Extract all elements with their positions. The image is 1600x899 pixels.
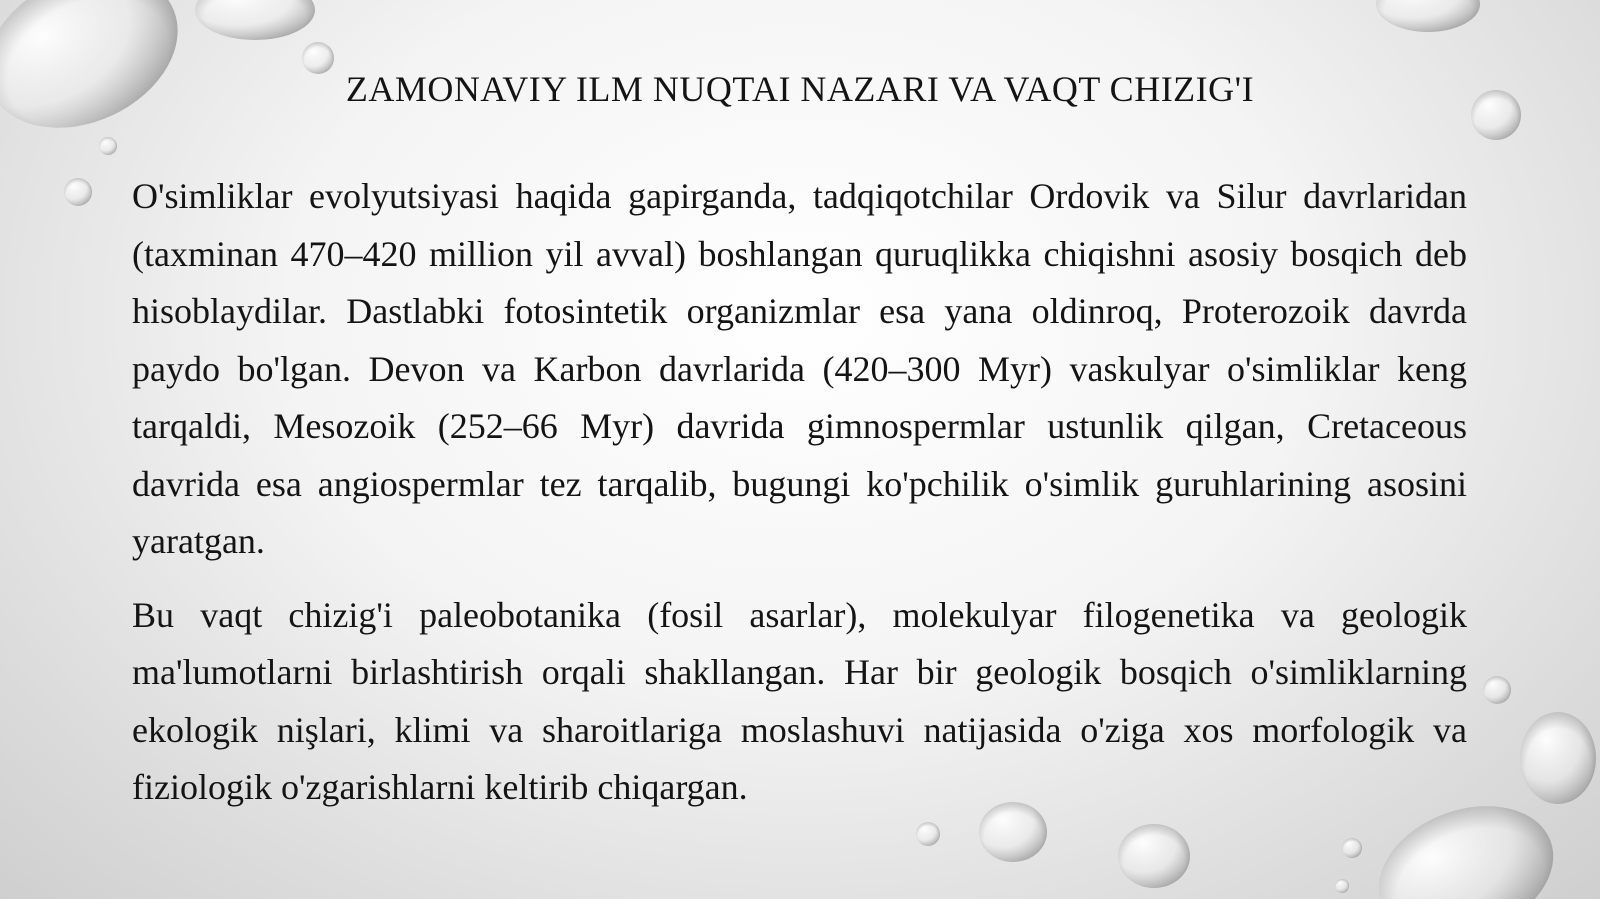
slide-body — [132, 168, 1467, 817]
paragraph-methodology: Bu vaqt chizig'i paleobotanika (fosil asarlar), molekulyar filogenetika va geologik ma'lumotlarni birlashtirish orqali shakllangan. Har bir geologik bosqich o'simliklarning ekologik nişlari, klimi va sharoitlariga moslashuvi natijasida o'ziga xos morfologik va fiziologik o'zgarishlarni keltirib chiqargan. — [132, 594, 1467, 807]
slide-title: ZAMONAVIY ILM NUQTAI NAZARI VA VAQT CHIZIG'I — [345, 69, 1255, 109]
water-drop-icon — [916, 822, 940, 846]
water-drop-icon — [195, 0, 315, 40]
water-drop-icon — [1118, 824, 1190, 888]
water-drop-icon — [1520, 712, 1596, 804]
water-drop-icon — [1483, 676, 1511, 704]
water-drop-icon — [1335, 879, 1349, 893]
water-drop-icon — [1376, 0, 1480, 32]
paragraph-evolution-timeline: O'simliklar evolyutsiyasi haqida gapirganda, tadqiqotchilar Ordovik va Silur davrlaridan (taxminan 470–420 million yil avval) boshlangan quruqlikka chiqishni asosiy bosqich deb hisoblaydilar. Dastlabki fotosintetik organizmlar esa yana oldinroq, Proterozoik davrda paydo bo'lgan. Devon va Karbon davrlarida (420–300 Myr) vaskulyar o'simliklar keng tarqaldi, Mesozoik (252–66 Myr) davrida gimnospermlar ustunlik qilgan, Cretaceous davrida esa angiospermlar tez tarqalib, bugungi ko'pchilik o'simlik guruhlarining asosini yaratgan. — [132, 176, 1467, 561]
water-drop-icon — [99, 137, 117, 155]
water-drop-icon — [1342, 838, 1362, 858]
bullet-water-drop-icon — [62, 176, 94, 208]
